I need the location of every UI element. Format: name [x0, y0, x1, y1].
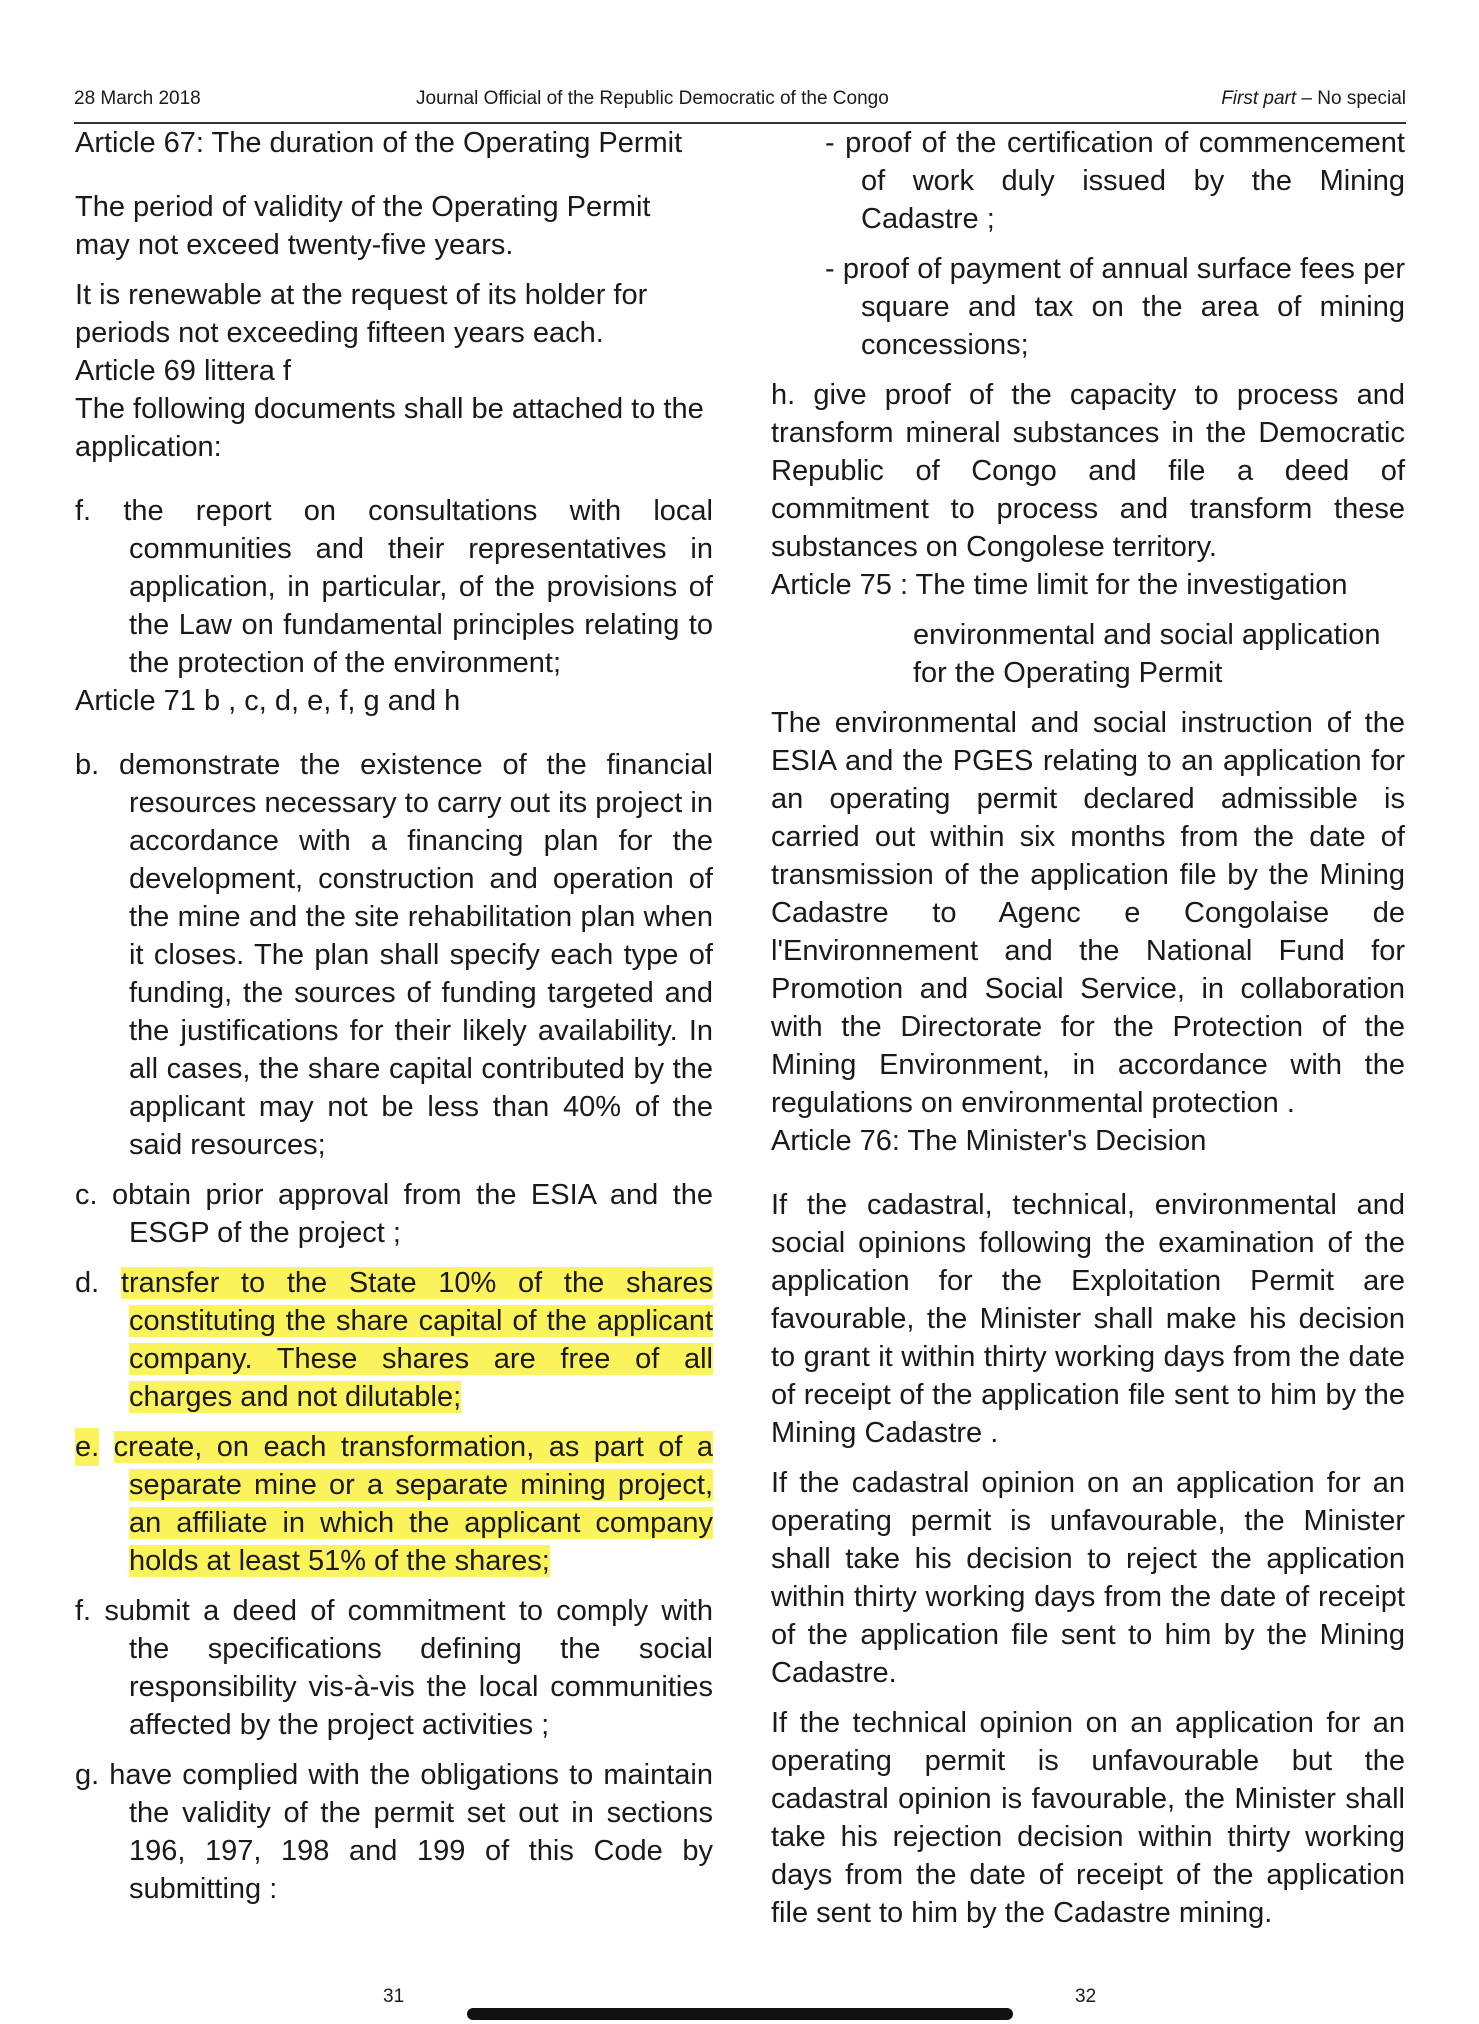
item-label: f.	[75, 495, 92, 527]
header-journal-title: Journal Official of the Republic Democratic of the Congo	[416, 88, 889, 109]
article-75-subtitle	[771, 616, 1405, 692]
highlighted-text: transfer to the State 10% of the shares constituting the share capital of the applicant company. These shares are free of all charges and not dilutable;	[120, 1267, 713, 1413]
article-75-subtitle-line-1: environmental and social application	[913, 619, 1381, 651]
article-75-subtitle-line-2: for the Operating Permit	[913, 657, 1223, 689]
article-71-item-d	[75, 1264, 713, 1416]
proof-certification-item: - proof of the certification of commencement of work duly issued by the Mining Cadastre ;	[825, 127, 1405, 235]
item-label: d.	[75, 1267, 100, 1299]
highlighted-text: create, on each transformation, as part of a separate mine or a separate mining project, an affiliate in which the applicant company holds at least 51% of the shares;	[113, 1431, 713, 1577]
article-69-intro: The following documents shall be attached to the application:	[75, 393, 704, 463]
left-column	[75, 124, 713, 1908]
item-label: f.	[75, 1595, 92, 1627]
home-indicator-bar[interactable]	[467, 2008, 1013, 2020]
article-69-title: Article 69 littera f	[75, 355, 291, 387]
article-75-title: Article 75 : The time limit for the investigation	[771, 569, 1348, 601]
item-label: b.	[75, 749, 100, 781]
article-71-title: Article 71 b , c, d, e, f, g and h	[75, 685, 461, 717]
page-number-right: 32	[1075, 1986, 1097, 2007]
article-76-paragraph-2: If the cadastral opinion on an application for an operating permit is unfavourable, the Minister shall take his decision to reject the application within thirty working days from the date of receipt of the application file sent to him by the Mining Cadastre.	[771, 1467, 1405, 1689]
article-67-paragraph-2: It is renewable at the request of its holder for periods not exceeding fifteen years each.	[75, 279, 648, 349]
item-label: c.	[75, 1179, 98, 1211]
header-part	[1221, 88, 1406, 110]
item-label: e.	[75, 1428, 99, 1466]
item-text: have complied with the obligations to maintain the validity of the permit set out in sections 196, 197, 198 and 199 of this Code by submitting :	[109, 1759, 713, 1905]
article-71-item-e	[75, 1428, 713, 1580]
article-71-item-f	[75, 1592, 713, 1744]
article-71-item-c	[75, 1176, 713, 1252]
page-number-left: 31	[383, 1986, 405, 2007]
article-71-item-b	[75, 746, 713, 1164]
item-text: obtain prior approval from the ESIA and the ESGP of the project ;	[112, 1179, 714, 1249]
item-text: demonstrate the existence of the financial resources necessary to carry out its project in accordance with a financing plan for the development, construction and operation of the mine and the site rehabilitation plan when it closes. The plan shall specify each type of funding, the sources of funding targeted and the justifications for their likely availability. In all cases, the share capital contributed by the applicant may not be less than 40% of the said resources;	[119, 749, 713, 1161]
proof-payment-item: - proof of payment of annual surface fees per square and tax on the area of mining concessions;	[825, 253, 1405, 361]
header-part-rest: – No special	[1296, 88, 1406, 109]
article-69-item-f	[75, 492, 713, 682]
article-71-item-g	[75, 1756, 713, 1908]
article-76-paragraph-3: If the technical opinion on an application for an operating permit is unfavourable but the cadastral opinion is favourable, the Minister shall take his rejection decision within thirty working days from the date of receipt of the application file sent to him by the Cadastre mining.	[771, 1707, 1405, 1929]
item-label: g.	[75, 1759, 100, 1791]
item-text: the report on consultations with local communities and their representatives in application, in particular, of the provisions of the Law on fundamental principles relating to the protection of the environment;	[123, 495, 713, 679]
article-71-item-h: h. give proof of the capacity to process and transform mineral substances in the Democratic Republic of Congo and file a deed of commitment to process and transform these substances on Congolese territory.	[771, 379, 1405, 563]
article-67-paragraph-1: The period of validity of the Operating Permit may not exceed twenty-five years.	[75, 191, 651, 261]
header-date: 28 March 2018	[74, 88, 201, 109]
article-76-title: Article 76: The Minister's Decision	[771, 1125, 1207, 1157]
article-67-title: Article 67: The duration of the Operating Permit	[75, 127, 683, 159]
right-column	[771, 124, 1405, 1932]
item-text: submit a deed of commitment to comply with the specifications defining the social responsibility vis-à-vis the local communities affected by the project activities ;	[104, 1595, 713, 1741]
header-part-italic: First part	[1221, 88, 1297, 109]
article-75-paragraph: The environmental and social instruction of the ESIA and the PGES relating to an application for an operating permit declared admissible is carried out within six months from the date of transmission of the application file by the Mining Cadastre to Agenc e Congolaise de l'Environnement and the National Fund for Promotion and Social Service, in collaboration with the Directorate for the Protection of the Mining Environment, in accordance with the regulations on environmental protection .	[771, 707, 1405, 1119]
article-76-paragraph-1: If the cadastral, technical, environmental and social opinions following the examination of the application for the Exploitation Permit are favourable, the Minister shall make his decision to grant it within thirty working days from the date of receipt of the application file sent to him by the Mining Cadastre .	[771, 1189, 1405, 1449]
page-header	[74, 88, 1406, 116]
